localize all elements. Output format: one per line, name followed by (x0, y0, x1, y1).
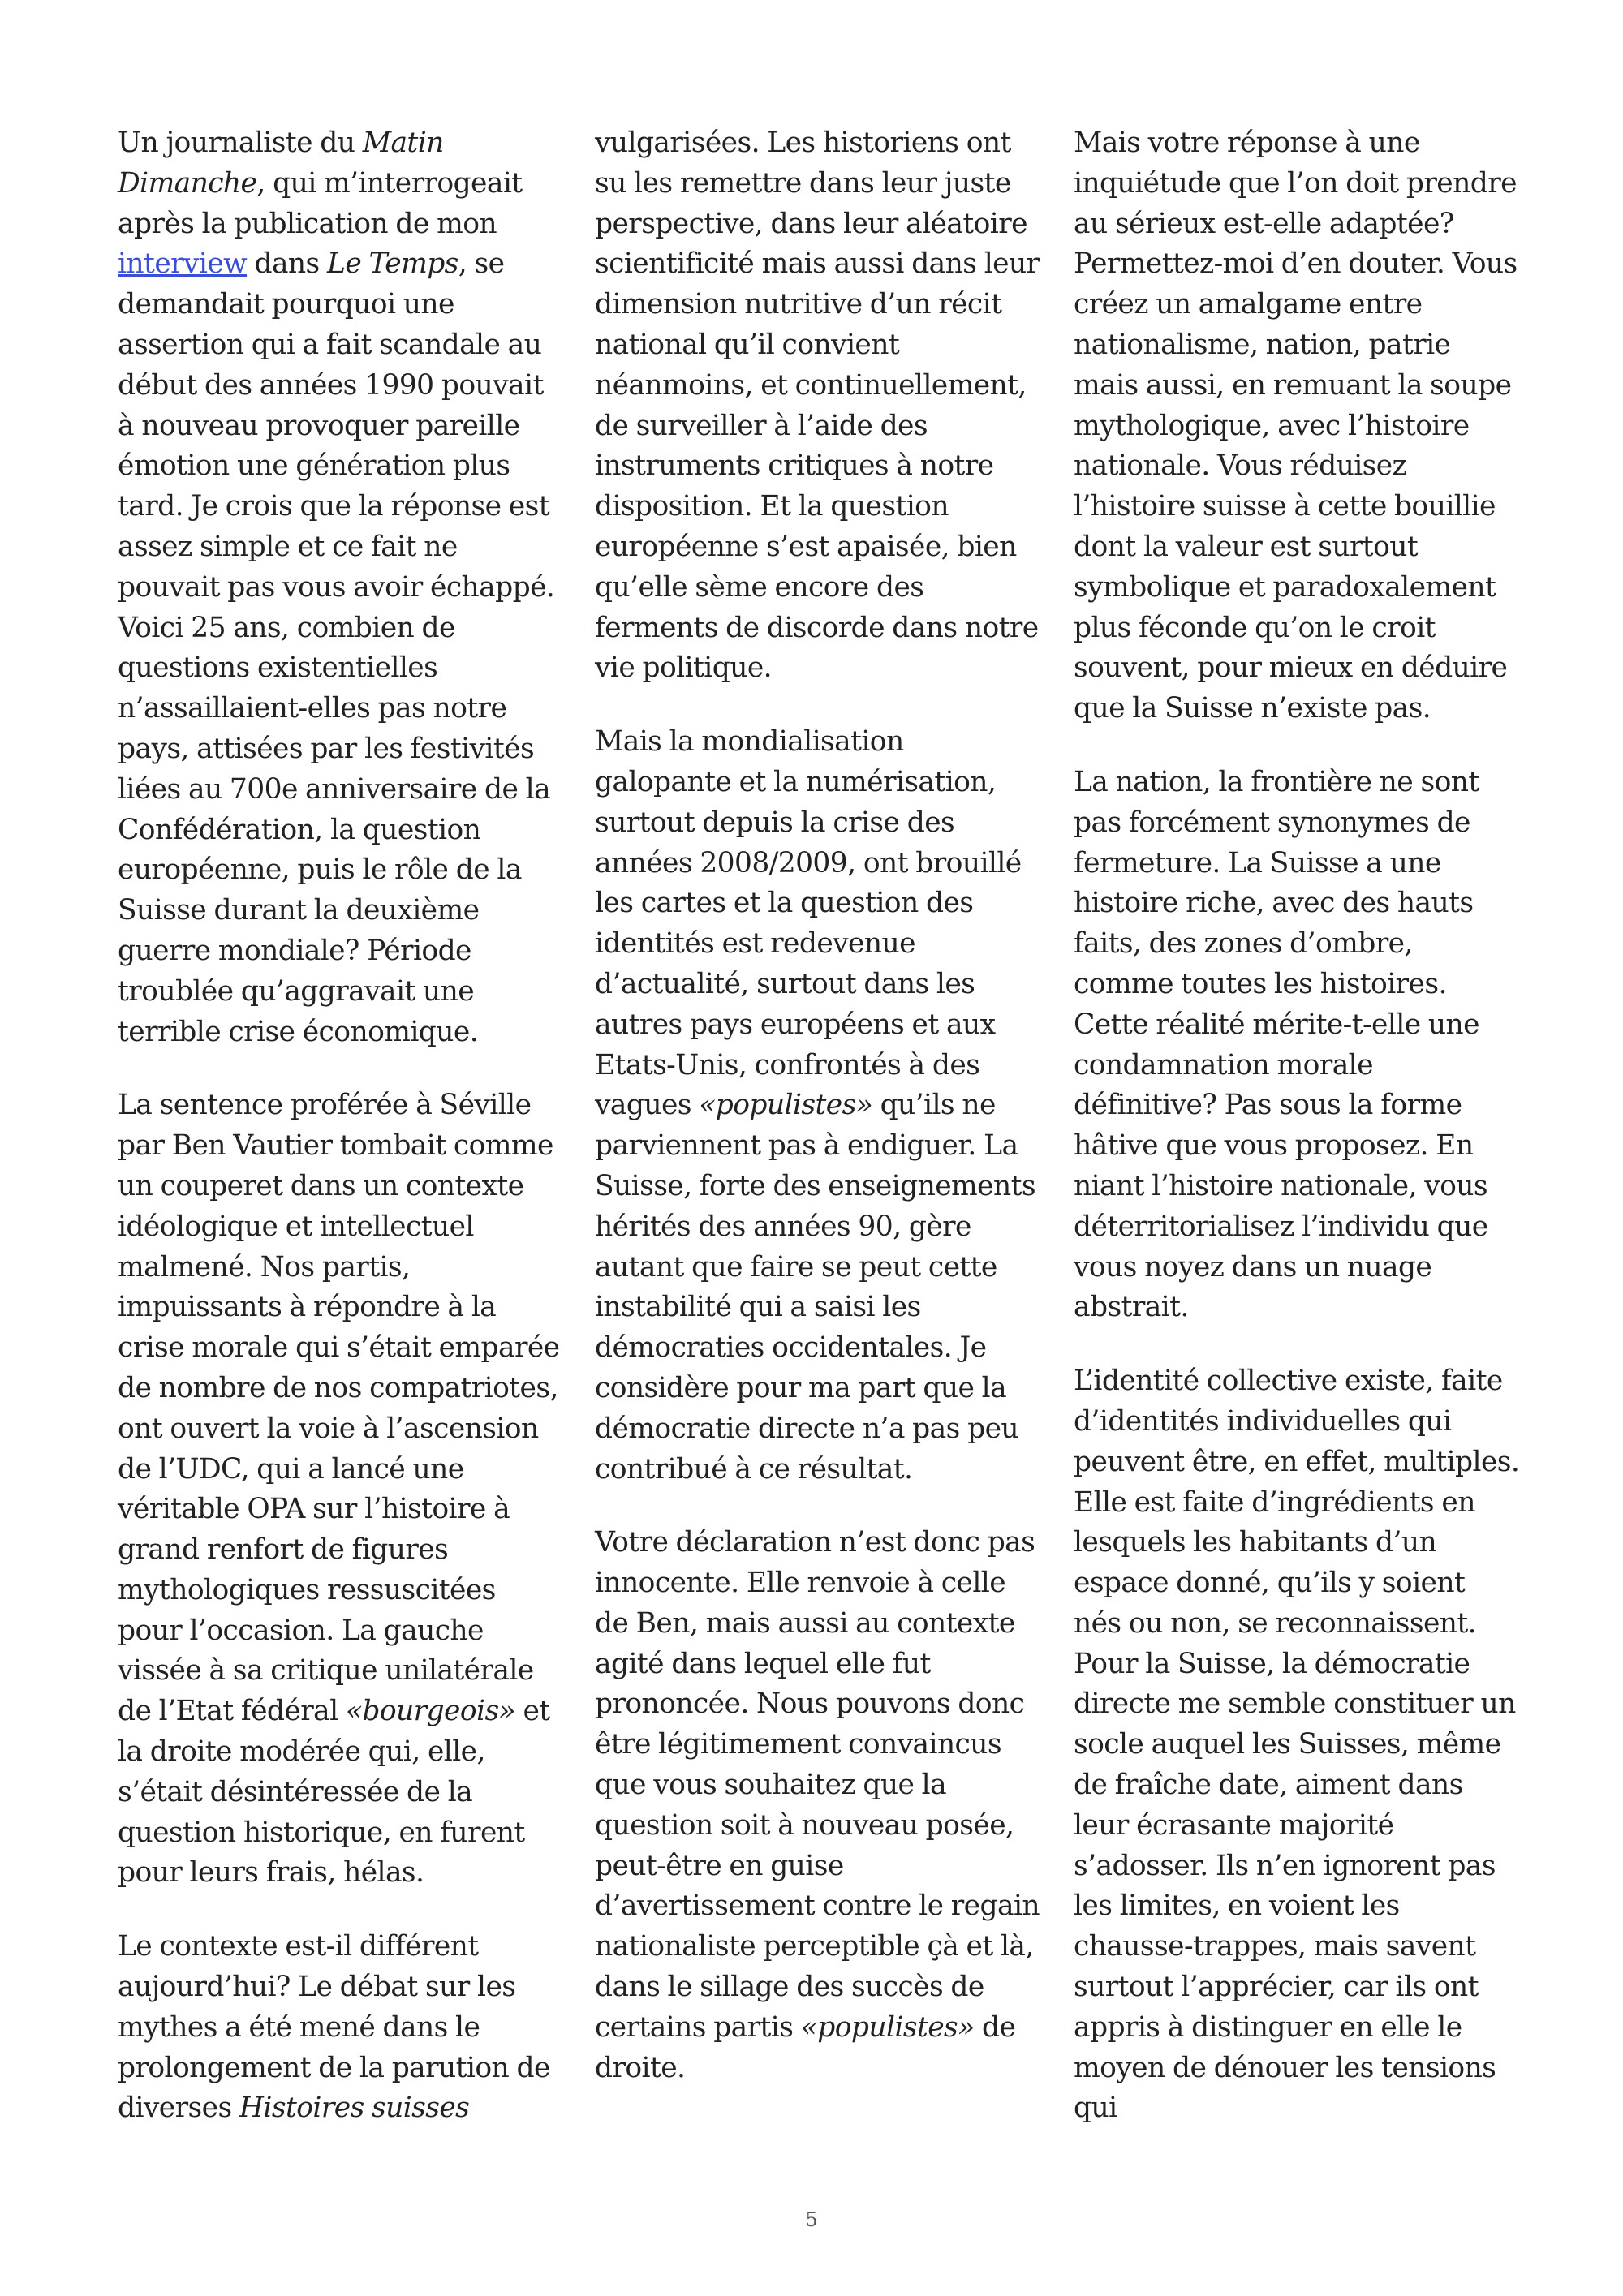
paragraph (595, 722, 1041, 1490)
paragraph (118, 123, 564, 1052)
italic-text: «populistes» (800, 2010, 975, 2044)
text-column-1 (118, 123, 564, 2129)
interview-link[interactable]: interview (118, 247, 248, 281)
text-run: Mais la mondialisation galopante et la numérisation, surtout depuis la crise des années 2008/2009, ont brouillé les cartes et la question des identités est redevenue d’actualité, surtout dans les autres pays européens et aux Etats-Unis, confrontés à des vagues (595, 725, 1022, 1122)
text-run: Un journaliste du (118, 127, 363, 159)
text-column-3 (1074, 123, 1520, 2129)
text-run: vulgarisées. Les historiens ont su les remettre dans leur juste perspective, dans leur aléatoire scientificité mais aussi dans leur dimension nutritive d’un récit national qu’il convient néanmoins, et continuellement, de surveiller à l’aide des instruments critiques à notre disposition. Et la question européenne s’est apaisée, bien qu’elle sème encore des ferments de discorde dans notre vie politique. (595, 127, 1040, 685)
italic-text: Le Temps (327, 247, 458, 281)
paragraph (118, 1086, 564, 1894)
text-run: qu’ils ne parviennent pas à endiguer. La Suisse, forte des enseignements hérités des années 90, gère autant que faire se peut cette instabilité qui a saisi les démocraties occidentales. Je considère pour ma part que la démocratie directe n’a pas peu contribué à ce résultat. (595, 1089, 1035, 1486)
text-run: , qui m’interrogeait après la publication de mon (118, 166, 523, 240)
text-column-2 (595, 123, 1041, 2088)
text-run: La sentence proférée à Séville par Ben Vautier tombait comme un couperet dans un contexte idéologique et intellectuel malmené. Nos partis, impuissants à répondre à la crise morale qui s’était emparée de nombre de nos compatriotes, ont ouvert la voie à l’ascension de l’UDC, qui a lancé une véritable OPA sur l’histoire à grand renfort de figures mythologiques ressuscitées pour l’occasion. La gauche vissée à sa critique unilatérale de l’Etat fédéral (118, 1089, 560, 1728)
text-run: de droite. (595, 2010, 1016, 2084)
page-number: 5 (805, 2208, 818, 2231)
paragraph (1074, 763, 1520, 1328)
paragraph (595, 1523, 1041, 2088)
text-run: , se demandait pourquoi une assertion qui a fait scandale au début des années 1990 pouvait à nouveau provoquer pareille émotion une génération plus tard. Je crois que la réponse est assez simple et ce fait ne pouvait pas vous avoir échappé. Voici 25 ans, combien de questions existentielles n’assaillaient-elles pas notre pays, attisées par les festivités liées au 700e anniversaire de la Confédération, la question européenne, puis le rôle de la Suisse durant la deuxième guerre mondiale? Période troublée qu’aggravait une terrible crise économique. (118, 247, 555, 1048)
italic-text: «populistes» (699, 1089, 873, 1122)
text-run: La nation, la frontière ne sont pas forcément synonymes de fermeture. La Suisse a une histoire riche, avec des hauts faits, des zones d’ombre, comme toutes les histoires. Cette réalité mérite-t-elle une condamnation morale définitive? Pas sous la forme hâtive que vous proposez. En niant l’histoire nationale, vous déterritorialisez l’individu que vous noyez dans un nuage abstrait. (1074, 765, 1488, 1324)
italic-text: Histoires suisses (239, 2092, 470, 2125)
paragraph (118, 1927, 564, 2129)
text-run: dans (247, 247, 328, 281)
italic-text: Matin Dimanche (118, 127, 444, 200)
text-run: et la droite modérée qui, elle, s’était désintéressée de la question historique, en furent pour leurs frais, hélas. (118, 1695, 550, 1890)
paragraph (1074, 123, 1520, 729)
text-run: Votre déclaration n’est donc pas innocente. Elle renvoie à celle de Ben, mais aussi au contexte agité dans lequel elle fut prononcée. Nous pouvons donc être légitimement convaincus que vous souhaitez que la question soit à nouveau posée, peut-être en guise d’avertissement contre le regain nationaliste perceptible çà et là, dans le sillage des succès de certains partis (595, 1526, 1040, 2044)
text-run: Mais votre réponse à une inquiétude que l’on doit prendre au sérieux est-elle adaptée? Permettez-moi d’en douter. Vous créez un amalgame entre nationalisme, nation, patrie mais aussi, en remuant la soupe mythologique, avec l’histoire nationale. Vous réduisez l’histoire suisse à cette bouillie dont la valeur est surtout symbolique et paradoxalement plus féconde qu’on le croit souvent, pour mieux en déduire que la Suisse n’existe pas. (1074, 127, 1518, 725)
text-run: Le contexte est-il différent aujourd’hui? Le débat sur les mythes a été mené dans le prolongement de la parution de diverses (118, 1930, 550, 2125)
italic-text: «bourgeois» (345, 1695, 516, 1728)
paragraph (1074, 1361, 1520, 2129)
text-run: L’identité collective existe, faite d’identités individuelles qui peuvent être, en effet, multiples. Elle est faite d’ingrédients en lesquels les habitants d’un espace donné, qu’ils y soient nés ou non, se reconnaissent. Pour la Suisse, la démocratie directe me semble constituer un socle auquel les Suisses, même de fraîche date, aiment dans leur écrasante majorité s’adosser. Ils n’en ignorent pas les limites, en voient les chausse-trappes, mais savent surtout l’apprécier, car ils ont appris à distinguer en elle le moyen de dénouer les tensions qui (1074, 1365, 1520, 2125)
paragraph (595, 123, 1041, 689)
